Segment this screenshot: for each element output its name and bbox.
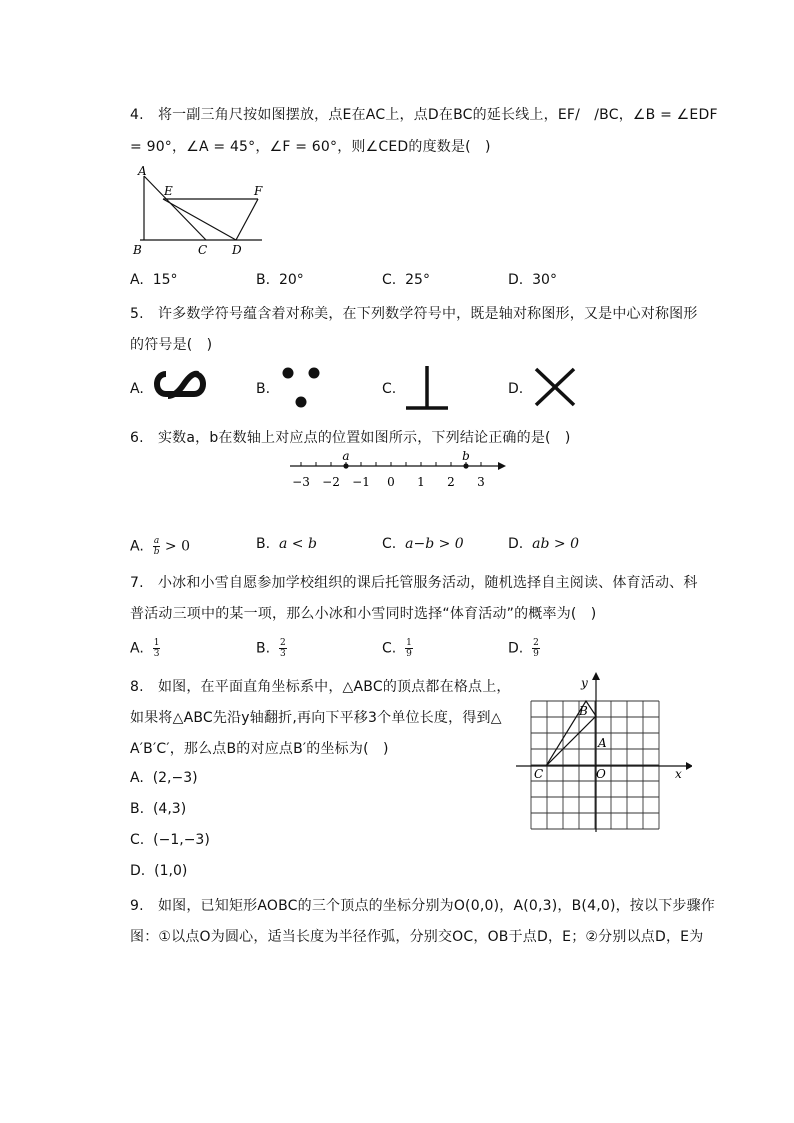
- q7-option-d[interactable]: D. $\frac{2}{9}$: [508, 638, 539, 659]
- q8-label-c: C: [534, 767, 544, 781]
- q5-option-d[interactable]: D.: [508, 381, 524, 397]
- q6-option-d[interactable]: D. ab > 0: [508, 536, 579, 552]
- q4-option-d[interactable]: D. 30°: [508, 272, 557, 288]
- number-line-tick-label: 0: [387, 475, 395, 489]
- q9-stem-line1: 9. 如图，已知矩形AOBC的三个顶点的坐标分别为O(0,0)，A(0,3)，B(4,0)，按以下步骤作: [130, 898, 716, 914]
- perpendicular-symbol-icon: [402, 362, 452, 412]
- cross-symbol-icon: [530, 364, 580, 410]
- q5-option-b[interactable]: B.: [256, 381, 271, 397]
- q8-option-d[interactable]: D. (1,0): [130, 863, 188, 879]
- q5-stem-line1: 5. 许多数学符号蕴含着对称美，在下列数学符号中，既是轴对称图形，又是中心对称图形: [130, 306, 698, 322]
- q8-stem-line1: 8. 如图，在平面直角坐标系中，△ABC的顶点都在格点上，: [130, 679, 511, 695]
- s-curve-symbol-icon: [152, 366, 210, 406]
- q8-label-y: y: [581, 676, 588, 690]
- q8-stem-line2: 如果将△ABC先沿y轴翻折,再向下平移3个单位长度，得到△: [130, 710, 502, 726]
- number-line-tick-label: −3: [292, 475, 310, 489]
- number-line-point-b: [463, 463, 468, 468]
- q7-stem-line2: 普活动三项中的某一项，那么小冰和小雪同时选择“体育活动”的概率为( ): [130, 606, 597, 622]
- number-line-tick-label: 3: [477, 475, 485, 489]
- q4-label-c: C: [198, 243, 208, 257]
- number-line-point-a-label: a: [342, 450, 350, 463]
- q6-stem-line1: 6. 实数a，b在数轴上对应点的位置如图所示，下列结论正确的是( ): [130, 430, 571, 446]
- q7-option-c[interactable]: C. $\frac{1}{9}$: [382, 638, 412, 659]
- number-line-tick-label: −1: [352, 475, 370, 489]
- q8-stem-line3: A′B′C′，那么点B的对应点B′的坐标为( ): [130, 741, 389, 757]
- number-line-tick-label: −2: [322, 475, 340, 489]
- q4-label-f: F: [254, 184, 263, 198]
- three-dots-symbol-icon: [276, 362, 326, 410]
- q6-option-b[interactable]: B. a < b: [256, 536, 317, 552]
- q6-option-c[interactable]: C. a−b > 0: [382, 536, 464, 552]
- q8-option-a[interactable]: A. (2,−3): [130, 770, 198, 786]
- q9-stem-line2: 图：①以点O为圆心，适当长度为半径作弧，分别交OC，OB于点D，E；②分别以点D，E为: [130, 929, 704, 945]
- q8-label-x: x: [675, 767, 682, 781]
- q4-label-d: D: [232, 243, 242, 257]
- number-line-tick-label: 1: [417, 475, 425, 489]
- q8-option-c[interactable]: C. (−1,−3): [130, 832, 210, 848]
- q8-coordinate-grid-figure: [512, 672, 692, 834]
- q4-label-b: B: [133, 243, 142, 257]
- q8-label-b: B: [579, 704, 588, 718]
- q4-triangle-figure: [130, 162, 270, 258]
- number-line-point-b-label: b: [462, 450, 470, 463]
- q4-label-e: E: [164, 184, 173, 198]
- q7-stem-line1: 7. 小冰和小雪自愿参加学校组织的课后托管服务活动，随机选择自主阅读、体育活动、科: [130, 575, 698, 591]
- number-line-point-a: [343, 463, 348, 468]
- q8-label-o: O: [596, 767, 606, 781]
- q5-option-a[interactable]: A.: [130, 381, 144, 397]
- q4-label-a: A: [138, 164, 147, 178]
- q4-option-c[interactable]: C. 25°: [382, 272, 430, 288]
- q6-option-a[interactable]: A. $\frac{a}{b}$ > 0: [130, 536, 190, 557]
- q7-option-b[interactable]: B. $\frac{2}{3}$: [256, 638, 286, 659]
- q4-option-b[interactable]: B. 20°: [256, 272, 304, 288]
- q8-label-a: A: [598, 736, 607, 750]
- q4-stem-line1: 4. 将一副三角尺按如图摆放，点E在AC上，点D在BC的延长线上，EF/ /BC，∠B = ∠EDF: [130, 107, 718, 123]
- q5-stem-line2: 的符号是( ): [130, 337, 213, 353]
- q4-stem-line2: = 90°，∠A = 45°，∠F = 60°，则∠CED的度数是( ): [130, 139, 491, 155]
- q5-option-c[interactable]: C.: [382, 381, 397, 397]
- q6-number-line: [280, 450, 510, 494]
- q8-option-b[interactable]: B. (4,3): [130, 801, 187, 817]
- number-line-tick-label: 2: [447, 475, 455, 489]
- q4-option-a[interactable]: A. 15°: [130, 272, 178, 288]
- q7-option-a[interactable]: A. $\frac{1}{3}$: [130, 638, 160, 659]
